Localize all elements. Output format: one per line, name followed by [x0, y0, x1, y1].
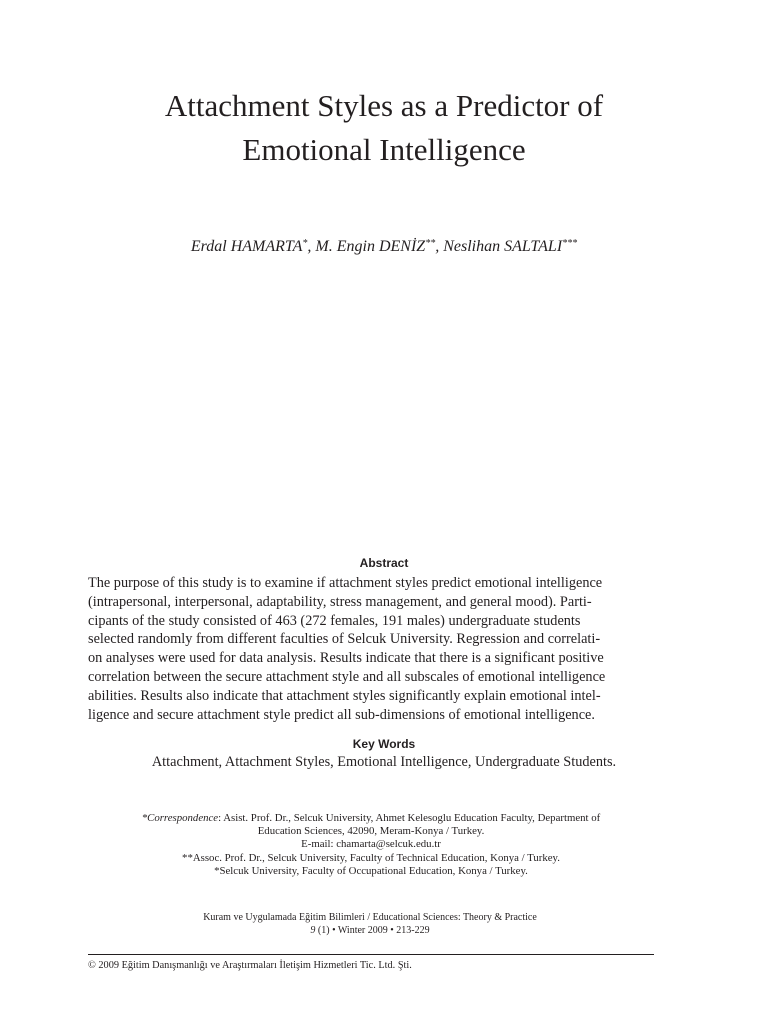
author-3-name: Neslihan SALTALI — [443, 238, 563, 255]
journal-issue — [0, 924, 740, 937]
abstract-line: cipants of the study consisted of 463 (272 females, 191 males) undergraduate students — [88, 612, 581, 629]
author-list: Erdal HAMARTA*, M. Engin DENİZ**, Neslihan SALTALI*** — [190, 238, 578, 255]
correspondence-note — [0, 812, 742, 878]
abstract-line: abilities. Results also indicate that attachment styles significantly explain emotional intel- — [88, 687, 601, 704]
correspondence-line-5: *Selcuk University, Faculty of Occupational Education, Konya / Turkey. — [214, 864, 528, 877]
abstract-line: ligence and secure attachment style predict all sub-dimensions of emotional intelligence. — [88, 706, 595, 723]
abstract-body — [88, 574, 682, 724]
keywords-text: Attachment, Attachment Styles, Emotional Intelligence, Undergraduate Students. — [151, 754, 617, 770]
author-2-name: M. Engin DENİZ — [315, 238, 426, 255]
abstract-line: selected randomly from different faculties of Selcuk University. Regression and correlati- — [88, 631, 601, 648]
title-line-2: Emotional Intelligence — [242, 132, 526, 167]
abstract-heading: Abstract — [359, 556, 409, 570]
correspondence-line-4: **Assoc. Prof. Dr., Selcuk University, Faculty of Technical Education, Konya / Turkey. — [182, 851, 560, 864]
correspondence-line-1-text: : Asist. Prof. Dr., Selcuk University, Ahmet Kelesoglu Education Faculty, Department of — [218, 812, 601, 824]
abstract-line: on analyses were used for data analysis. Results indicate that there is a significant positive — [88, 650, 604, 667]
author-3-mark: *** — [562, 238, 578, 249]
journal-info — [0, 911, 740, 937]
keywords-heading: Key Words — [352, 737, 416, 751]
correspondence-email: E-mail: chamarta@selcuk.edu.tr — [301, 838, 441, 851]
journal-name: Kuram ve Uygulamada Eğitim Bilimleri / Educational Sciences: Theory & Practice — [203, 912, 537, 923]
correspondence-label: *Correspondence — [141, 812, 219, 824]
abstract-line: (intrapersonal, interpersonal, adaptability, stress management, and general mood). Parti- — [88, 593, 592, 610]
footer-divider — [88, 954, 654, 955]
paper-title — [0, 84, 768, 172]
correspondence-line-2: Education Sciences, 42090, Meram-Konya / Turkey. — [257, 825, 485, 838]
title-line-1: Attachment Styles as a Predictor of — [164, 88, 604, 123]
author-2-mark: ** — [425, 238, 436, 249]
author-1-name: Erdal HAMARTA — [190, 238, 303, 255]
correspondence-line-1 — [0, 812, 742, 825]
author-1-mark: * — [302, 238, 308, 249]
journal-issue-text: (1) • Winter 2009 • 213-229 — [315, 925, 430, 936]
copyright-notice: © 2009 Eğitim Danışmanlığı ve Araştırmaları İletişim Hizmetleri Tic. Ltd. Şti. — [88, 960, 412, 971]
abstract-line: correlation between the secure attachment style and all subscales of emotional intelligence — [88, 668, 606, 685]
abstract-line: The purpose of this study is to examine if attachment styles predict emotional intelligence — [88, 575, 603, 591]
journal-volume: 9 — [310, 925, 316, 936]
